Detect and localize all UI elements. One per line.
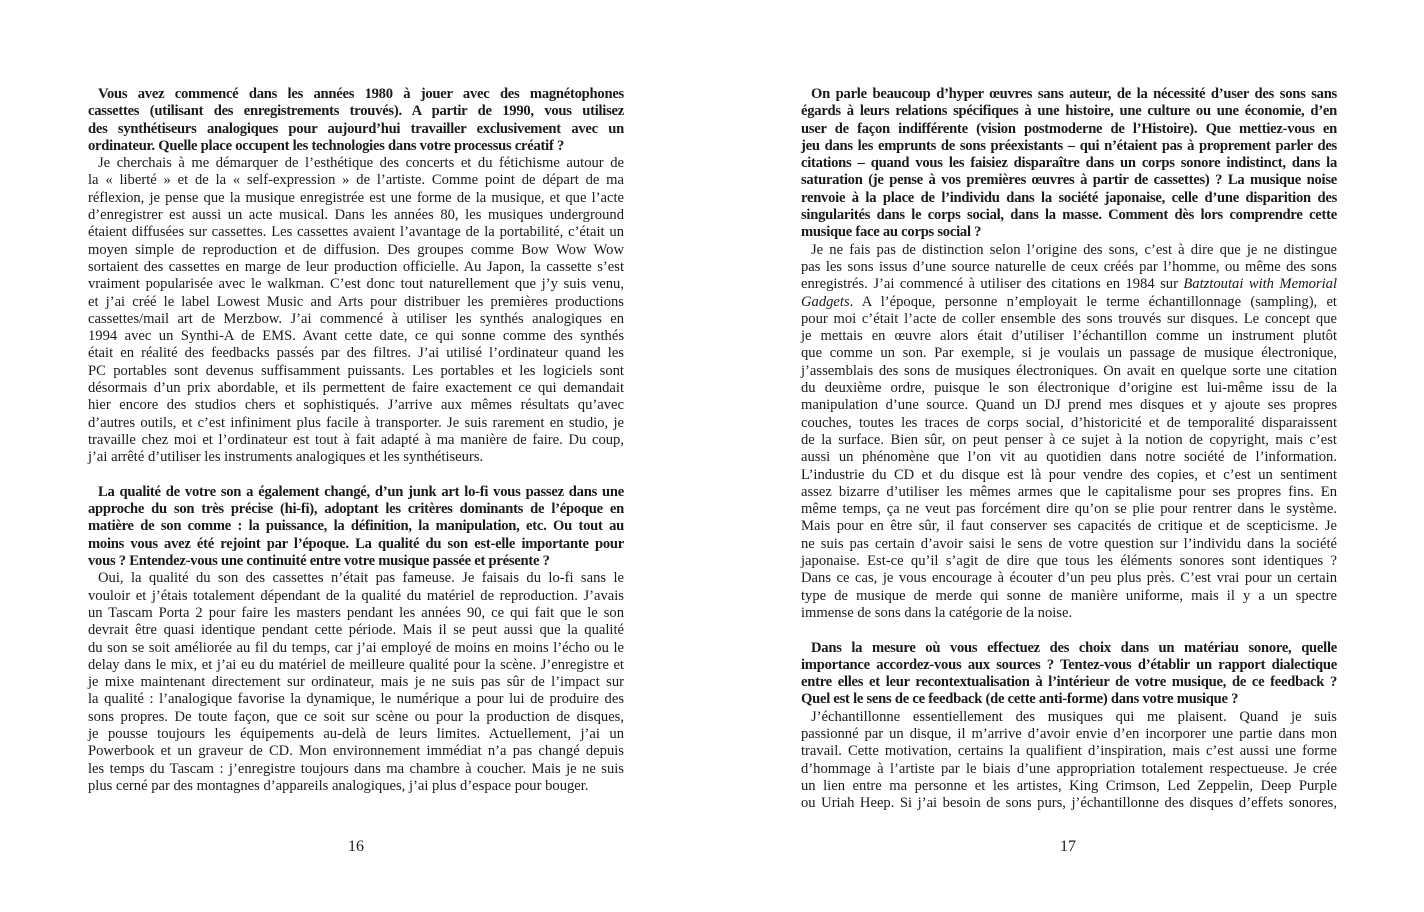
text-line: delay dans le mix, et j’ai eu du matériel de meilleure qualité pour la scène. J’enregistre et	[88, 656, 624, 673]
text-line: et j’ai créé le label Lowest Music and Arts pour distribuer les premières productions	[88, 293, 624, 310]
text-line: réflexion, je pense que la musique enregistrée est une forme de la musique, et que l’acte	[88, 189, 624, 206]
text-line: d’autres outils, et c’est infiniment plus facile à transporter. Je suis rarement en studio, je	[88, 414, 624, 431]
text-line: ne suis pas certain d’avoir saisi le sens de votre question sur l’individu dans la société	[801, 535, 1337, 552]
text-line: musique face au corps social ?	[801, 224, 982, 241]
text-line: je mixe maintenant directement sur ordinateur, mais je ne suis pas sûr de l’impact sur	[88, 674, 624, 691]
text-line: devrait être quasi identique pendant cette période. Mais il se peut aussi que la qualité	[88, 622, 624, 639]
text-line: égards à leurs relations spécifiques à une histoire, une culture ou une économie, d’en	[801, 103, 1337, 120]
text-line: des synthétiseurs analogiques pour aujourd’hui travailler exclusivement avec un	[88, 120, 624, 137]
title-italic: Batztoutai with Memorial	[1183, 276, 1337, 293]
text-line: d’hommage à l’artiste par le biais d’une appropriation totalement respectueuse. Je crée	[801, 760, 1337, 777]
text-line: du deuxième ordre, puisque le son électronique d’origine est lui-même issu de la	[801, 380, 1337, 397]
text-line: étaient diffusées sur cassettes. Les cassettes avaient l’avantage de la portabilité, c’était un	[88, 224, 624, 241]
text-line: les temps du Tascam : j’enregistre toujours dans ma chambre à coucher. Mais je ne suis	[88, 760, 624, 777]
text-line: PC portables sont devenus suffisamment puissants. Les portables et les logiciels sont	[88, 362, 624, 379]
title-italic: Gadgets	[801, 293, 850, 310]
text-line: pour moi c’était l’acte de coller ensemble des sons trouvés sur disques. Le concept que	[801, 310, 1337, 327]
page-number-right: 17	[1060, 838, 1076, 855]
interview-question	[801, 640, 1337, 709]
left-page	[88, 86, 624, 795]
right-page	[801, 86, 1337, 812]
text-line: immense de sons dans la catégorie de la noise.	[801, 604, 1073, 621]
text-line: était en réalité des feedbacks passés par des filtres. J’ai utilisé l’ordinateur quand les	[88, 345, 624, 362]
text-line: entre elles et leur recontextualisation à l’intérieur de votre musique, de ce feedback ?	[801, 674, 1337, 691]
text-line: Quel est le sens de ce feedback (de cette anti-forme) dans votre musique ?	[801, 691, 1239, 708]
text-line: couches, toutes les traces de corps social, d’historicité et de temporalité disparaissent	[801, 414, 1337, 431]
text-line: Oui, la qualité du son des cassettes n’était pas fameuse. Je faisais du lo-fi sans le	[98, 570, 624, 587]
text-line: Dans la mesure où vous effectuez des choix dans un matériau sonore, quelle	[811, 639, 1337, 656]
text-line: aussi un phénomène que l’on vit au quotidien dans notre société de l’information.	[801, 449, 1337, 466]
text-line: Powerbook et un graveur de CD. Mon environnement immédiat n’a pas changé depuis	[88, 743, 624, 760]
text-line: d’enregistrer est aussi un acte musical. Dans les années 80, les musiques underground	[88, 207, 624, 224]
text-line: travail. Cette motivation, certains la qualifient d’inspiration, mais c’est aussi une forme	[801, 743, 1337, 760]
text-line: un lien entre ma personne et les artistes, King Crimson, Led Zeppelin, Deep Purple	[801, 777, 1337, 794]
text-line: type de musique de merde qui sonne de manière uniforme, mais il y a un spectre	[801, 587, 1337, 604]
text-line: pas les sons issus d’une source naturelle de ceux créés par l’homme, ou même des sons	[801, 258, 1337, 275]
text-line: vraiment popularisée avec le walkman. C’est donc tout naturellement que j’y suis venu,	[88, 276, 624, 293]
text-line: 1994 avec un Synthi-A de EMS. Avant cette date, ce qui sonne comme des synthés	[88, 328, 624, 345]
text-line: moins vous avez été rejoint par l’époque. La qualité du son est-elle importante pour	[88, 535, 624, 552]
interview-question	[88, 484, 624, 570]
text-line: la qualité : l’analogique favorise la dynamique, le numérique a pour lui de produire des	[88, 691, 624, 708]
text-line: passionné par un disque, il m’arrive d’avoir envie d’en incorporer une partie dans mon	[801, 725, 1337, 742]
text-line: je mettais en œuvre alors était d’utiliser l’échantillon comme un instrument plutôt	[801, 328, 1337, 345]
text-line: cassettes (utilisant des enregistrements trouvés). A partir de 1990, vous utilisez	[88, 103, 624, 120]
interview-answer	[88, 155, 624, 466]
text-line: Vous avez commencé dans les années 1980 à jouer avec des magnétophones	[98, 86, 624, 102]
text-line: Je cherchais à me démarquer de l’esthétique des concerts et du fétichisme autour de	[98, 155, 624, 172]
text-line: japonaise. Est-ce qu’il s’agit de dire que tous les éléments sonores sont identiques ?	[801, 553, 1337, 570]
text-line: ordinateur. Quelle place occupent les technologies dans votre processus créatif ?	[88, 137, 565, 154]
text-line: user de façon indifférente (vision postmoderne de l’Histoire). Que mettiez-vous en	[801, 120, 1337, 137]
text-line: désormais d’un prix abordable, et ils permettent de faire exactement ce qui demandait	[88, 380, 624, 397]
text-line: renvoie à la place de l’individu dans la société japonaise, celle d’une disparition des	[801, 189, 1337, 206]
text-line: Dans ce cas, je vous encourage à écouter d’un peu plus près. C’est vrai pour un certain	[801, 570, 1337, 587]
text-line: un Tascam Porta 2 pour faire les masters pendant les années 90, ce qui fait que le son	[88, 604, 624, 621]
text-line: vouloir et j’étais totalement dépendant de la qualité du matériel de reproduction. J’avais	[88, 587, 624, 604]
text-line: enregistrés. J’ai commencé à utiliser des citations en 1984 sur Batztoutai with Memorial	[801, 276, 1337, 293]
text-line: hier encore des studios chers et sophistiqués. J’arrive aux mêmes résultats qu’avec	[88, 397, 624, 414]
text-line: Gadgets. A l’époque, personne n’employait le terme échantillonnage (sampling), et	[801, 293, 1337, 310]
text-line: la « liberté » et de la « self-expression » de l’artiste. Comme point de départ de ma	[88, 172, 624, 189]
text-line: vous ? Entendez-vous une continuité entre votre musique passée et présente ?	[88, 553, 550, 570]
text-line: assez bizarre d’utiliser les mêmes armes que le capitalisme pour ses propres fins. En	[801, 483, 1337, 500]
text-line: Je ne fais pas de distinction selon l’origine des sons, c’est à dire que je ne distingue	[811, 241, 1337, 258]
text-line: manipulation d’une source. Quand un DJ prend mes disques et y ajoute ses propres	[801, 397, 1337, 414]
text-line: du son se soit améliorée au fil du temps, car j’ai employé de moins en moins l’écho ou le	[88, 639, 624, 656]
text-line: sons propres. De toute façon, que ce soit sur scène ou pour la production de disques,	[88, 708, 624, 725]
text-line: singularités dans le corps social, dans la masse. Comment dès lors comprendre cette	[801, 207, 1337, 224]
text-line: jeu dans les emprunts de sons préexistants – qui n’étaient pas à proprement parler des	[801, 137, 1337, 154]
text-line: approche du son très précise (hi-fi), adoptant les critères dominants de l’époque en	[88, 501, 624, 518]
text-line: L’industrie du CD et du disque est là pour vendre des copies, et c’est un sentiment	[801, 466, 1337, 483]
text-line: ou Uriah Heep. Si j’ai besoin de sons purs, j’échantillonne des disques d’effets sonores,	[801, 795, 1337, 812]
interview-question	[88, 86, 624, 155]
page-number-left: 16	[348, 838, 364, 855]
text-line: La qualité de votre son a également changé, d’un junk art lo-fi vous passez dans une	[98, 483, 624, 500]
text-line: importance accordez-vous aux sources ? Tentez-vous d’établir un rapport dialectique	[801, 656, 1337, 673]
text-line: que comme un son. Par exemple, si je voulais un passage de musique électronique,	[801, 345, 1337, 362]
text-line: Mais pour en être sûr, il faut conserver ses capacités de critique et de scepticisme. Je	[801, 518, 1337, 535]
text-line: j’ai arrêté d’utiliser les instruments analogiques et les synthétiseurs.	[88, 449, 484, 466]
interview-answer	[88, 570, 624, 795]
interview-question	[801, 86, 1337, 242]
text-line: sortaient des cassettes en marge de leur production officielle. Au Japon, la cassette s’est	[88, 258, 624, 275]
text-line: de la surface. Bien sûr, on peut penser à ce sujet à la notion de copyright, mais c’est	[801, 431, 1337, 448]
text-line: citations – quand vous les faisiez disparaître dans un corps sonore indistinct, dans la	[801, 155, 1337, 172]
text-line: plus cerné par des montagnes d’appareils analogiques, j’ai plus d’espace pour bouger.	[88, 777, 589, 794]
text-line: même temps, ça ne veut pas forcément dire qu’on se plie pour rentrer dans le système.	[801, 501, 1337, 518]
text-line: J’échantillonne essentiellement des musiques qui me plaisent. Quand je suis	[811, 708, 1337, 725]
text-line: j’assemblais des sons de musiques électroniques. On avait en quelque sorte une citation	[801, 362, 1337, 379]
text-line: travaille chez moi et l’ordinateur est tout à fait adapté à ma manière de faire. Du coup,	[88, 431, 624, 448]
text-line: moyen simple de reproduction et de diffusion. Des groupes comme Bow Wow Wow	[88, 241, 624, 258]
interview-answer	[801, 242, 1337, 623]
text-line: On parle beaucoup d’hyper œuvres sans auteur, de la nécessité d’user des sons sans	[811, 86, 1337, 102]
text-line: matière de son comme : la puissance, la définition, la manipulation, etc. Ou tout au	[88, 518, 624, 535]
text-line: saturation (je pense à vos premières œuvres à partir de cassettes) ? La musique noise	[801, 172, 1337, 189]
text-line: je pousse toujours les équipements au-delà de leurs limites. Actuellement, j’ai un	[88, 725, 624, 742]
interview-answer	[801, 709, 1337, 813]
text-line: cassettes/mail art de Merzbow. J’ai commencé à utiliser les synthés analogiques en	[88, 310, 624, 327]
